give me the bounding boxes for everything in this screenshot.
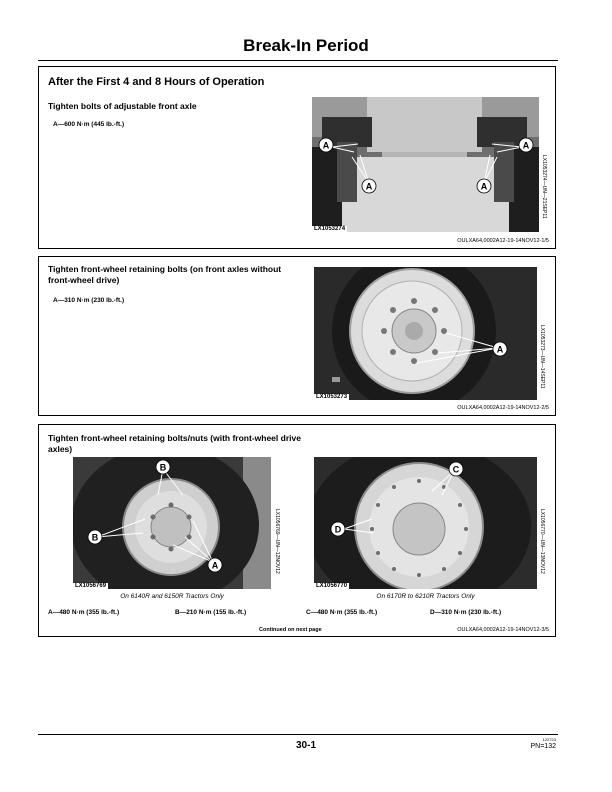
image-caption: On 6140R and 6150R Tractors Only bbox=[120, 593, 224, 600]
section-heading: Tighten front-wheel retaining bolts/nuts (with front-wheel drive axles) bbox=[48, 433, 301, 454]
callout-a: A bbox=[496, 344, 504, 355]
header-rule bbox=[38, 60, 558, 61]
image-code: LX1056770—UN—13NOV12 bbox=[539, 509, 545, 574]
section-front-axle bbox=[38, 66, 556, 249]
callout-a: A bbox=[322, 140, 330, 151]
continued-note: Continued on next page bbox=[259, 627, 322, 633]
front-axle-photo bbox=[312, 97, 539, 232]
page-title: Break-In Period bbox=[243, 36, 369, 55]
fwd-wheel-photo-6170r bbox=[314, 457, 537, 589]
callout-a: A bbox=[365, 181, 373, 192]
image-label: LX1053274 bbox=[314, 226, 346, 232]
torque-spec-b: B—210 N·m (155 lb.-ft.) bbox=[175, 609, 247, 616]
callout-c: C bbox=[452, 464, 460, 475]
section-subheading: Tighten bolts of adjustable front axle bbox=[48, 101, 197, 111]
front-wheel-photo bbox=[314, 267, 537, 400]
page-number: 30-1 bbox=[295, 740, 316, 751]
footer-rule bbox=[38, 734, 558, 735]
section-heading: After the First 4 and 8 Hours of Operation bbox=[48, 76, 265, 88]
image-label: LX1056770 bbox=[316, 583, 348, 589]
image-code: LX1053274—UN—21SEP11 bbox=[541, 155, 547, 219]
fwd-wheel-photo-6140r bbox=[73, 457, 271, 589]
section-heading: Tighten front-wheel retaining bolts (on front axles without front-wheel drive) bbox=[48, 264, 282, 285]
footer-small-code: 122723 bbox=[542, 737, 556, 742]
callout-a: A bbox=[522, 140, 530, 151]
torque-spec-a: A—600 N·m (445 lb.-ft.) bbox=[53, 121, 125, 128]
reference-code: OULXA64,0002A12-19-14NOV12-1/5 bbox=[457, 238, 549, 244]
torque-spec-d: D—310 N·m (230 lb.-ft.) bbox=[430, 609, 502, 616]
callout-b: B bbox=[159, 462, 167, 473]
torque-spec-c: C—480 N·m (355 lb.-ft.) bbox=[306, 609, 378, 616]
torque-spec-a: A—310 N·m (230 lb.-ft.) bbox=[53, 297, 125, 304]
callout-a: A bbox=[480, 181, 488, 192]
footer-pn: PN=132 bbox=[530, 743, 556, 750]
image-label: LX1053273 bbox=[316, 394, 348, 400]
image-label: LX1056769 bbox=[75, 583, 107, 589]
reference-code: OULXA64,0002A12-19-14NOV12-3/5 bbox=[457, 627, 549, 633]
torque-spec-a: A—480 N·m (355 lb.-ft.) bbox=[48, 609, 120, 616]
callout-d: D bbox=[334, 524, 342, 535]
callout-b: B bbox=[91, 532, 99, 543]
image-code: LX1053273—UN—14SEP11 bbox=[539, 325, 545, 389]
reference-code: OULXA64,0002A12-19-14NOV12-2/5 bbox=[457, 405, 549, 411]
image-code: LX1056769—UN—12NOV12 bbox=[274, 509, 280, 574]
callout-a: A bbox=[211, 560, 219, 571]
image-caption: On 6170R to 6210R Tractors Only bbox=[376, 593, 475, 600]
section-front-wheel bbox=[38, 256, 556, 416]
section-fwd-axle bbox=[38, 424, 556, 637]
